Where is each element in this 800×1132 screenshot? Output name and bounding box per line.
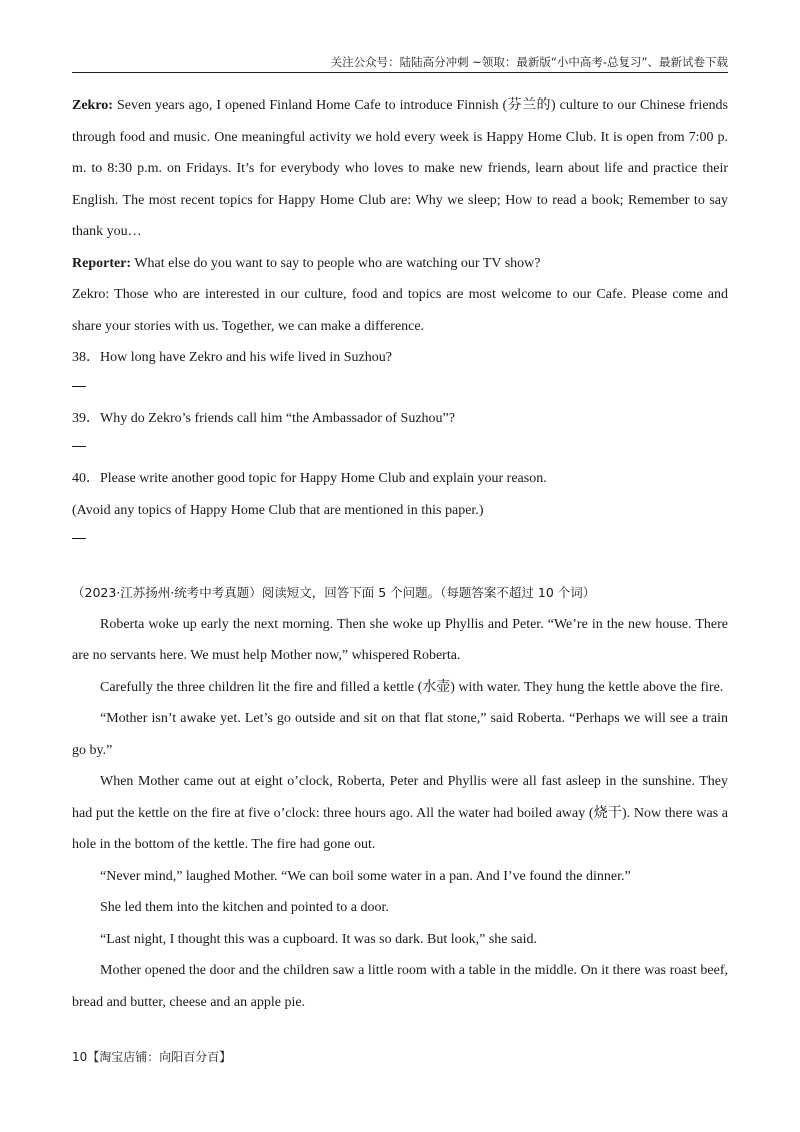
speaker-label: Reporter: [72, 255, 132, 271]
page-footer: 10【淘宝店铺：向阳百分百】 [72, 1050, 232, 1064]
header-divider [72, 72, 728, 73]
page-content [72, 90, 728, 1018]
page-header: 关注公众号：陆陆高分冲刺 ~领取：最新版“小中高考-总复习”、最新试卷下载 [330, 55, 728, 69]
interview-zekro-final: Zekro: Those who are interested in our culture, food and topics are most welcome to our Cafe. Please come and share your stories with us. Together, we can make a difference. [72, 287, 728, 334]
interview-text: What else do you want to say to people who are watching our TV show? [131, 255, 541, 271]
answer-line[interactable] [72, 434, 728, 463]
speaker-label: Zekro: [72, 98, 113, 113]
story-paragraph: She led them into the kitchen and pointed to a door. [100, 900, 389, 915]
story-paragraph: Carefully the three children lit the fire and filled a kettle (水壶) with water. They hung the kettle above the fire. [100, 679, 724, 695]
story-paragraph: Mother opened the door and the children saw a little room with a table in the middle. On it there was roast beef, bread and butter, cheese and an apple pie. [72, 963, 728, 1010]
question-40: 40．Please write another good topic for Happy Home Club and explain your reason. [72, 471, 547, 486]
question-39: 39．Why do Zekro’s friends call him “the Ambassador of Suzhou”? [72, 410, 455, 426]
interview-zekro-paragraph [72, 90, 728, 248]
answer-line[interactable] [72, 526, 728, 555]
story-paragraph: When Mother came out at eight o’clock, Roberta, Peter and Phyllis were all fast asleep in the sunshine. They had put the kettle on the fire at five o’clock: three hours ago. All the water had boiled away (烧干). Now there was a hole in the bottom of the kettle. The fire had gone out. [72, 774, 728, 852]
interview-reporter-paragraph [72, 248, 728, 280]
story-paragraph: “Never mind,” laughed Mother. “We can boil some water in a pan. And I’ve found the dinner.” [100, 868, 631, 884]
section-gap [72, 555, 728, 577]
answer-line[interactable] [72, 374, 728, 403]
interview-text: Seven years ago, I opened Finland Home Cafe to introduce Finnish (芬兰的) culture to our Chinese friends through food and music. One meaningful activity we hold every week is Happy Home Club. It is open from 7:00 p. m. to 8:30 p.m. on Fridays. It’s for everybody who loves to make new friends, learn about life and practice their English. The most recent topics for Happy Home Club are: Why we sleep; How to read a book; Remember to say thank you… [72, 98, 728, 239]
story-paragraph: Roberta woke up early the next morning. Then she woke up Phyllis and Peter. “We’re in the new house. There are no servants here. We must help Mother now,” whispered Roberta. [72, 616, 728, 663]
section-title: （2023·江苏扬州·统考中考真题）阅读短文，回答下面 5 个问题。（每题答案不超过 10 个词） [72, 585, 596, 600]
question-38: 38．How long have Zekro and his wife lived in Suzhou? [72, 350, 392, 365]
story-paragraph: “Mother isn’t awake yet. Let’s go outside and sit on that flat stone,” said Roberta. “Perhaps we will see a train go by.” [72, 711, 728, 758]
question-40-note: (Avoid any topics of Happy Home Club that are mentioned in this paper.) [72, 502, 484, 518]
story-paragraph: “Last night, I thought this was a cupboard. It was so dark. But look,” she said. [100, 931, 538, 947]
